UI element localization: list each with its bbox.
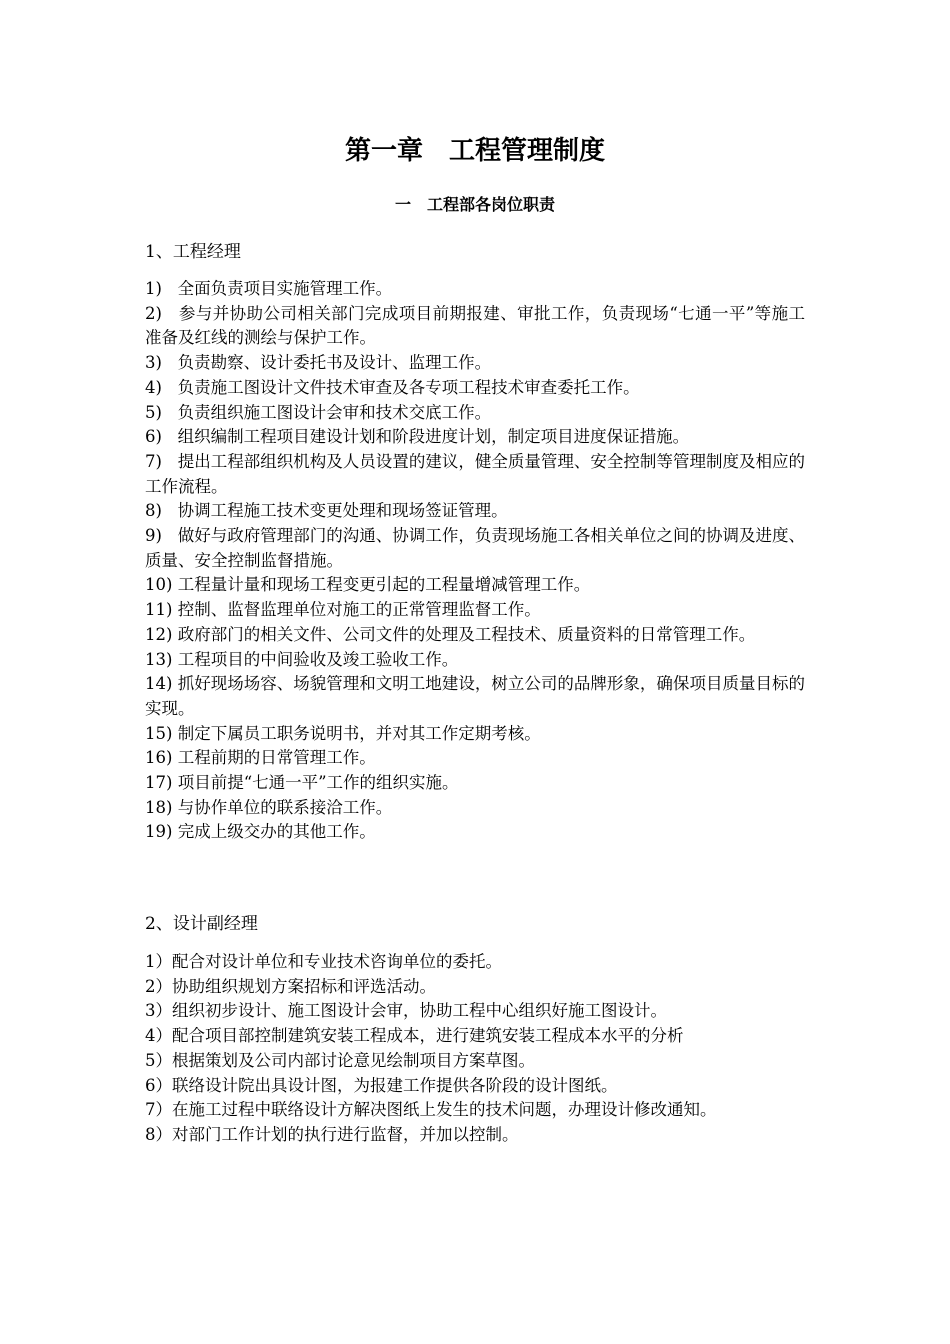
item-text: 负责勘察、设计委托书及设计、监理工作。 <box>177 353 492 373</box>
item-text: 控制、监督监理单位对施工的正常管理监督工作。 <box>177 600 541 620</box>
item-text: 协调工程施工技术变更处理和现场签证管理。 <box>177 501 508 521</box>
item-text: 抓好现场场容、场貌管理和文明工地建设，树立公司的品牌形象，确保项目质量目标的实现。 <box>145 674 805 718</box>
item-number: 7） <box>145 1100 172 1120</box>
item-number: 8） <box>145 1124 172 1144</box>
item-number: 14) <box>145 674 178 694</box>
item-number: 15) <box>145 723 178 743</box>
list-item <box>145 771 805 796</box>
item-number: 8) <box>145 501 178 521</box>
role-heading-engineering-manager: 1、工程经理 <box>145 242 241 262</box>
list-item <box>145 1123 805 1148</box>
list-item <box>145 499 805 524</box>
item-number: 9) <box>145 526 178 546</box>
item-number: 1) <box>145 279 178 298</box>
list-item <box>145 950 805 975</box>
item-number: 4) <box>145 377 178 397</box>
list-item <box>145 648 805 673</box>
list-item <box>145 1074 805 1099</box>
section-title: 一 工程部各岗位职责 <box>394 195 555 214</box>
list-item <box>145 746 805 771</box>
chapter-title: 第一章 工程管理制度 <box>344 136 605 166</box>
list-item <box>145 598 805 623</box>
item-number: 6) <box>145 427 178 447</box>
item-number: 7) <box>145 451 178 471</box>
list-item <box>145 999 805 1024</box>
list-item <box>145 820 805 845</box>
design-deputy-manager-duties-list <box>145 950 805 1148</box>
item-number: 6） <box>145 1075 172 1095</box>
item-text: 工程项目的中间验收及竣工验收工作。 <box>177 649 459 669</box>
list-item <box>145 1049 805 1074</box>
item-number: 4） <box>145 1026 172 1046</box>
list-item <box>145 975 805 1000</box>
list-item <box>145 796 805 821</box>
item-text: 完成上级交办的其他工作。 <box>177 822 376 842</box>
list-item <box>145 351 805 376</box>
list-item <box>145 524 805 573</box>
item-text: 政府部门的相关文件、公司文件的处理及工程技术、质量资料的日常管理工作。 <box>177 624 756 644</box>
engineering-manager-duties-list <box>145 277 805 845</box>
item-number: 16) <box>145 748 178 768</box>
item-text: 配合项目部控制建筑安装工程成本，进行建筑安装工程成本水平的分析 <box>172 1026 684 1046</box>
item-text: 做好与政府管理部门的沟通、协调工作，负责现场施工各相关单位之间的协调及进度、质量、安全控制监督措施。 <box>145 526 806 570</box>
item-text: 工程前期的日常管理工作。 <box>177 748 376 768</box>
item-number: 10) <box>145 575 178 595</box>
item-number: 5） <box>145 1050 172 1070</box>
list-item <box>145 722 805 747</box>
item-text: 参与并协助公司相关部门完成项目前期报建、审批工作，负责现场“七通一平”等施工准备及红线的测绘与保护工作。 <box>145 303 805 348</box>
item-text: 配合对设计单位和专业技术咨询单位的委托。 <box>172 952 502 971</box>
list-item <box>145 376 805 401</box>
list-item <box>145 1098 805 1123</box>
item-text: 制定下属员工职务说明书，并对其工作定期考核。 <box>177 723 541 743</box>
item-text: 全面负责项目实施管理工作。 <box>177 279 393 298</box>
item-number: 2) <box>145 303 179 323</box>
list-item <box>145 573 805 598</box>
list-item <box>145 1024 805 1049</box>
list-item <box>145 672 805 721</box>
item-number: 12) <box>145 624 178 644</box>
item-text: 组织编制工程项目建设计划和阶段进度计划，制定项目进度保证措施。 <box>177 427 690 447</box>
item-text: 工程量计量和现场工程变更引起的工程量增减管理工作。 <box>177 575 591 595</box>
list-item <box>145 425 805 450</box>
item-text: 根据策划及公司内部讨论意见绘制项目方案草图。 <box>172 1050 535 1070</box>
list-item <box>145 450 805 499</box>
item-number: 17) <box>145 773 178 793</box>
item-text: 在施工过程中联络设计方解决图纸上发生的技术问题，办理设计修改通知。 <box>172 1100 717 1120</box>
item-number: 19) <box>145 822 178 842</box>
item-text: 与协作单位的联系接洽工作。 <box>177 797 393 817</box>
list-item <box>145 623 805 648</box>
item-number: 11) <box>145 600 178 620</box>
item-text: 项目前提“七通一平”工作的组织实施。 <box>177 773 459 793</box>
list-item <box>145 302 805 351</box>
list-item <box>145 277 805 302</box>
item-text: 协助组织规划方案招标和评选活动。 <box>172 976 436 996</box>
role-heading-design-deputy-manager: 2、设计副经理 <box>145 914 258 934</box>
item-text: 联络设计院出具设计图，为报建工作提供各阶段的设计图纸。 <box>172 1075 618 1095</box>
item-number: 18) <box>145 797 178 817</box>
item-number: 3) <box>145 353 178 373</box>
item-number: 1） <box>145 952 172 971</box>
item-text: 负责施工图设计文件技术审查及各专项工程技术审查委托工作。 <box>177 377 640 397</box>
item-number: 3） <box>145 1001 172 1021</box>
item-number: 5) <box>145 402 178 422</box>
item-text: 组织初步设计、施工图设计会审，协助工程中心组织好施工图设计。 <box>172 1001 667 1021</box>
item-text: 负责组织施工图设计会审和技术交底工作。 <box>177 402 492 422</box>
item-text: 对部门工作计划的执行进行监督，并加以控制。 <box>172 1124 519 1144</box>
item-number: 2） <box>145 976 172 996</box>
item-text: 提出工程部组织机构及人员设置的建议，健全质量管理、安全控制等管理制度及相应的工作流程。 <box>145 451 806 496</box>
list-item <box>145 401 805 426</box>
item-number: 13) <box>145 649 178 669</box>
